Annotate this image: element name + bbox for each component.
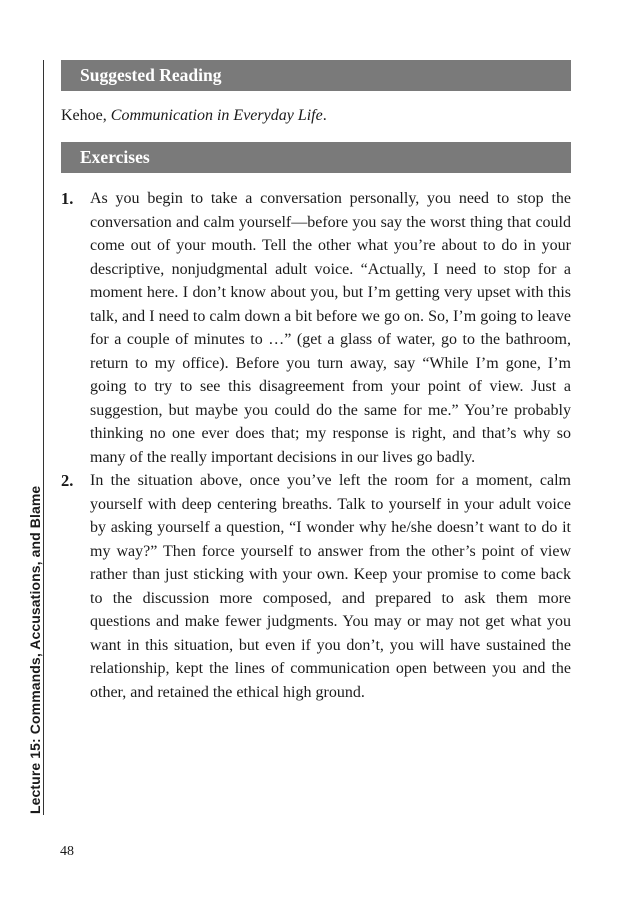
- exercise-number: 1.: [61, 189, 74, 208]
- suggested-reading-heading: Suggested Reading: [61, 60, 571, 91]
- suggested-reading-entry: [61, 104, 327, 128]
- exercise-item: [61, 469, 571, 704]
- exercise-text: In the situation above, once you’ve left the room for a moment, calm yourself with deep centering breaths. Talk to yourself in your adult voice by asking yourself a question, “I wonder why he/she doesn’t want to do it my way?” Then force yourself to answer from the other’s point of view rather than just sticking with your own. Keep your promise to come back to the discussion more composed, and prepared to ask them more questions and make fewer judgments. You may or may not get what you want in this situation, but even if you don’t, you will have sustained the relationship, kept the lines of communication open between you and the other, and retained the ethical high ground.: [90, 472, 571, 701]
- exercise-text: As you begin to take a conversation personally, you need to stop the conversation and calm yourself—before you say the worst thing that could come out of your mouth. Tell the other what you’re about to do in your descriptive, nonjudgmental adult voice. “Actually, I need to stop for a moment here. I don’t know about you, but I’m getting very upset with this talk, and I need to calm down a bit before we go on. So, I’m going to leave for a couple of minutes to …” (get a glass of water, go to the bathroom, return to my office). Before you turn away, say “While I’m gone, I’m going to try to see this disagreement from your point of view. Just a suggestion, but maybe you could do the same for me.” You’re probably thinking no one ever does that; my response is right, and that’s why so many of the really important decisions in our lives go badly.: [90, 190, 571, 466]
- reading-end: .: [322, 107, 327, 124]
- exercises-heading: Exercises: [61, 142, 571, 173]
- exercise-item: [61, 187, 571, 469]
- exercise-number: 2.: [61, 471, 74, 490]
- page-number: 48: [60, 844, 74, 859]
- lecture-side-title: Lecture 15: Commands, Accusations, and Blame: [27, 485, 43, 814]
- reading-title: Communication in Everyday Life: [110, 107, 323, 124]
- reading-author: Kehoe,: [61, 107, 111, 124]
